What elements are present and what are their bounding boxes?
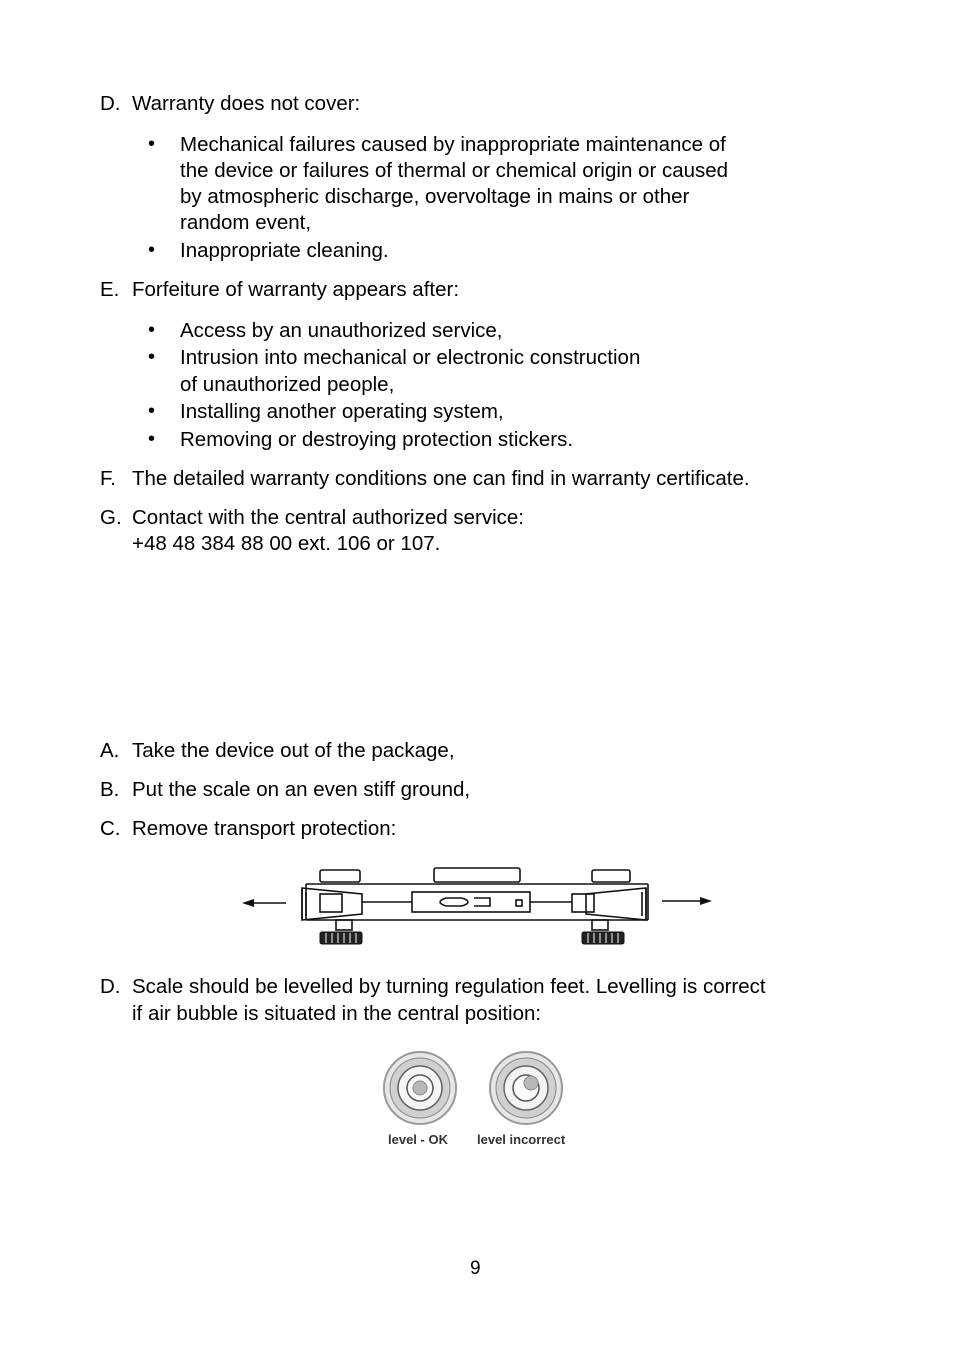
warranty-d-heading: Warranty does not cover: bbox=[132, 92, 361, 115]
service-contact-line: Contact with the central authorized service: bbox=[132, 506, 524, 529]
level-incorrect-label: level incorrect bbox=[477, 1132, 566, 1147]
list-letter: E. bbox=[100, 278, 120, 301]
bullet-line: Inappropriate cleaning. bbox=[180, 239, 389, 262]
setup-b-text: Put the scale on an even stiff ground, bbox=[132, 778, 471, 801]
left-arrowhead bbox=[242, 899, 254, 907]
list-letter: C. bbox=[100, 817, 121, 840]
bullet-line: Removing or destroying protection stickers. bbox=[180, 428, 574, 451]
page-number: 9 bbox=[470, 1258, 481, 1279]
level-incorrect-icon bbox=[488, 1050, 566, 1128]
bullet-line: the device or failures of thermal or chemical origin or caused bbox=[180, 159, 729, 182]
transport-protection-diagram bbox=[236, 862, 716, 954]
list-letter: A. bbox=[100, 739, 120, 762]
warranty-f-text: The detailed warranty conditions one can find in warranty certificate. bbox=[132, 467, 750, 490]
right-arrowhead bbox=[700, 897, 712, 905]
setup-c-text: Remove transport protection: bbox=[132, 817, 397, 840]
levelling-text-line: if air bubble is situated in the central position: bbox=[132, 1002, 542, 1025]
bullet-marker: • bbox=[148, 346, 156, 368]
list-letter: G. bbox=[100, 506, 122, 529]
bullet-marker: • bbox=[148, 400, 156, 422]
list-letter: F. bbox=[100, 467, 116, 490]
level-ok-icon bbox=[382, 1050, 460, 1128]
bullet-marker: • bbox=[148, 428, 156, 450]
levelling-text-line: Scale should be levelled by turning regulation feet. Levelling is correct bbox=[132, 975, 766, 998]
list-letter: B. bbox=[100, 778, 120, 801]
bullet-line: Installing another operating system, bbox=[180, 400, 504, 423]
level-ok-label: level - OK bbox=[388, 1132, 448, 1147]
bullet-marker: • bbox=[148, 319, 156, 341]
bullet-line: by atmospheric discharge, overvoltage in mains or other bbox=[180, 185, 690, 208]
bullet-line: of unauthorized people, bbox=[180, 373, 395, 396]
bullet-marker: • bbox=[148, 133, 156, 155]
warranty-e-heading: Forfeiture of warranty appears after: bbox=[132, 278, 460, 301]
list-letter: D. bbox=[100, 92, 121, 115]
bullet-line: Intrusion into mechanical or electronic construction bbox=[180, 346, 641, 369]
bullet-line: Mechanical failures caused by inappropriate maintenance of bbox=[180, 133, 726, 156]
setup-a-text: Take the device out of the package, bbox=[132, 739, 455, 762]
list-letter: D. bbox=[100, 975, 121, 998]
service-phone-line: +48 48 384 88 00 ext. 106 or 107. bbox=[132, 532, 441, 555]
bullet-marker: • bbox=[148, 239, 156, 261]
bullet-line: random event, bbox=[180, 211, 312, 234]
bullet-line: Access by an unauthorized service, bbox=[180, 319, 503, 342]
